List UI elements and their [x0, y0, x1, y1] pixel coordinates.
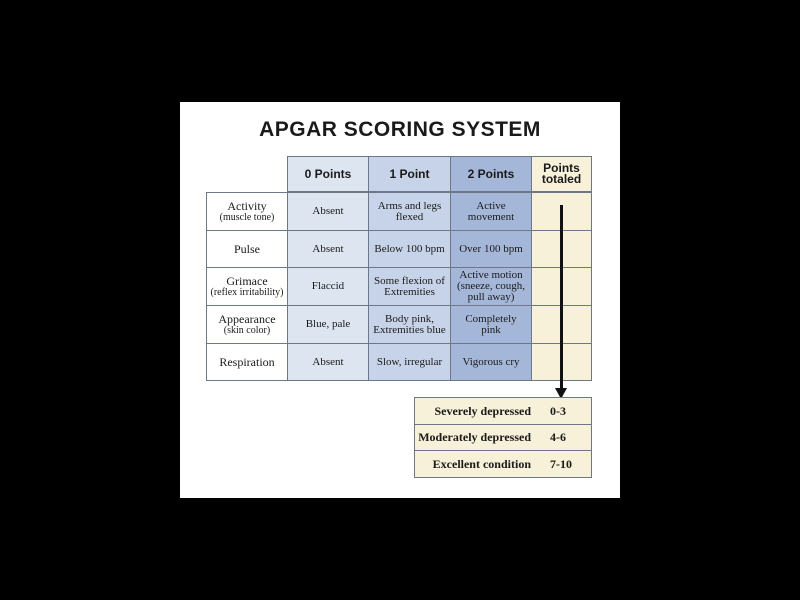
- result-label: Moderately depressed: [418, 430, 531, 444]
- row-appearance-criterion: [206, 305, 288, 344]
- cell-line: Some flexion of: [374, 274, 445, 287]
- header-0-points: 0 Points: [287, 156, 369, 192]
- cell-line: Body pink,: [385, 312, 434, 325]
- result-range: 0-3: [550, 403, 566, 418]
- row-activity-0-points: Absent: [287, 192, 369, 231]
- criterion-name: Grimace: [226, 274, 268, 288]
- row-pulse-1-point: [368, 230, 451, 268]
- row-appearance-2-points: [450, 305, 532, 344]
- cell-line: Vigorous cry: [462, 355, 520, 368]
- row-activity-1-point: [368, 192, 451, 231]
- row-grimace-criterion: [206, 267, 288, 306]
- cell-line: Completely: [465, 312, 517, 325]
- result-label: Severely depressed: [434, 403, 531, 418]
- cell-line: Active: [476, 199, 506, 212]
- cell-line: movement: [467, 210, 515, 223]
- result-range: 7-10: [550, 456, 572, 471]
- row-respiration-0-points: Absent: [287, 343, 369, 381]
- cell-line: Active motion: [459, 269, 523, 281]
- criterion-name: Appearance: [218, 312, 276, 326]
- row-pulse-2-points: [450, 230, 532, 268]
- row-appearance-1-point: [368, 305, 451, 344]
- header-points-totaled-line: totaled: [541, 172, 582, 186]
- cell-line: Below 100 bpm: [374, 242, 445, 255]
- row-activity-criterion: [206, 192, 288, 231]
- cell-line: flexed: [395, 210, 424, 223]
- criterion-sub: (skin color): [223, 325, 271, 336]
- header-points-totaled: [531, 156, 592, 192]
- cell-line: Over 100 bpm: [459, 242, 523, 255]
- result-row-severely-depressed: [414, 397, 592, 425]
- row-appearance-0-points: Blue, pale: [287, 305, 369, 344]
- cell-line: pink: [481, 323, 501, 336]
- cell-line: (sneeze, cough,: [456, 280, 526, 292]
- row-respiration-1-point: [368, 343, 451, 381]
- cell-line: Slow, irregular: [376, 355, 443, 368]
- row-pulse-criterion: [206, 230, 288, 268]
- row-grimace-2-points: [450, 267, 532, 306]
- result-range: 4-6: [550, 430, 566, 444]
- header-1-point: 1 Point: [368, 156, 451, 192]
- cell-line: pull away): [467, 291, 515, 303]
- result-row-excellent-condition: [414, 450, 592, 478]
- header-points-totaled-line: Points: [543, 161, 580, 175]
- result-label: Excellent condition: [432, 456, 531, 471]
- row-pulse-0-points: Absent: [287, 230, 369, 268]
- page-title: APGAR SCORING SYSTEM: [259, 118, 541, 141]
- row-activity-2-points: [450, 192, 532, 231]
- header-2-points: 2 Points: [450, 156, 532, 192]
- criterion-name: Pulse: [233, 242, 260, 256]
- criterion-sub: (reflex irritability): [210, 287, 284, 298]
- row-grimace-0-points: Flaccid: [287, 267, 369, 306]
- cell-line: Extremities blue: [373, 323, 446, 336]
- row-respiration-2-points: [450, 343, 532, 381]
- criterion-name: Activity: [227, 199, 267, 213]
- result-row-moderately-depressed: [414, 424, 592, 451]
- cell-line: Extremities: [384, 285, 435, 298]
- criterion-sub: (muscle tone): [219, 212, 275, 223]
- row-respiration-criterion: [206, 343, 288, 381]
- cell-line: Arms and legs: [377, 199, 442, 212]
- row-grimace-1-point: [368, 267, 451, 306]
- criterion-name: Respiration: [219, 355, 275, 369]
- total-arrow-shaft: [560, 205, 563, 390]
